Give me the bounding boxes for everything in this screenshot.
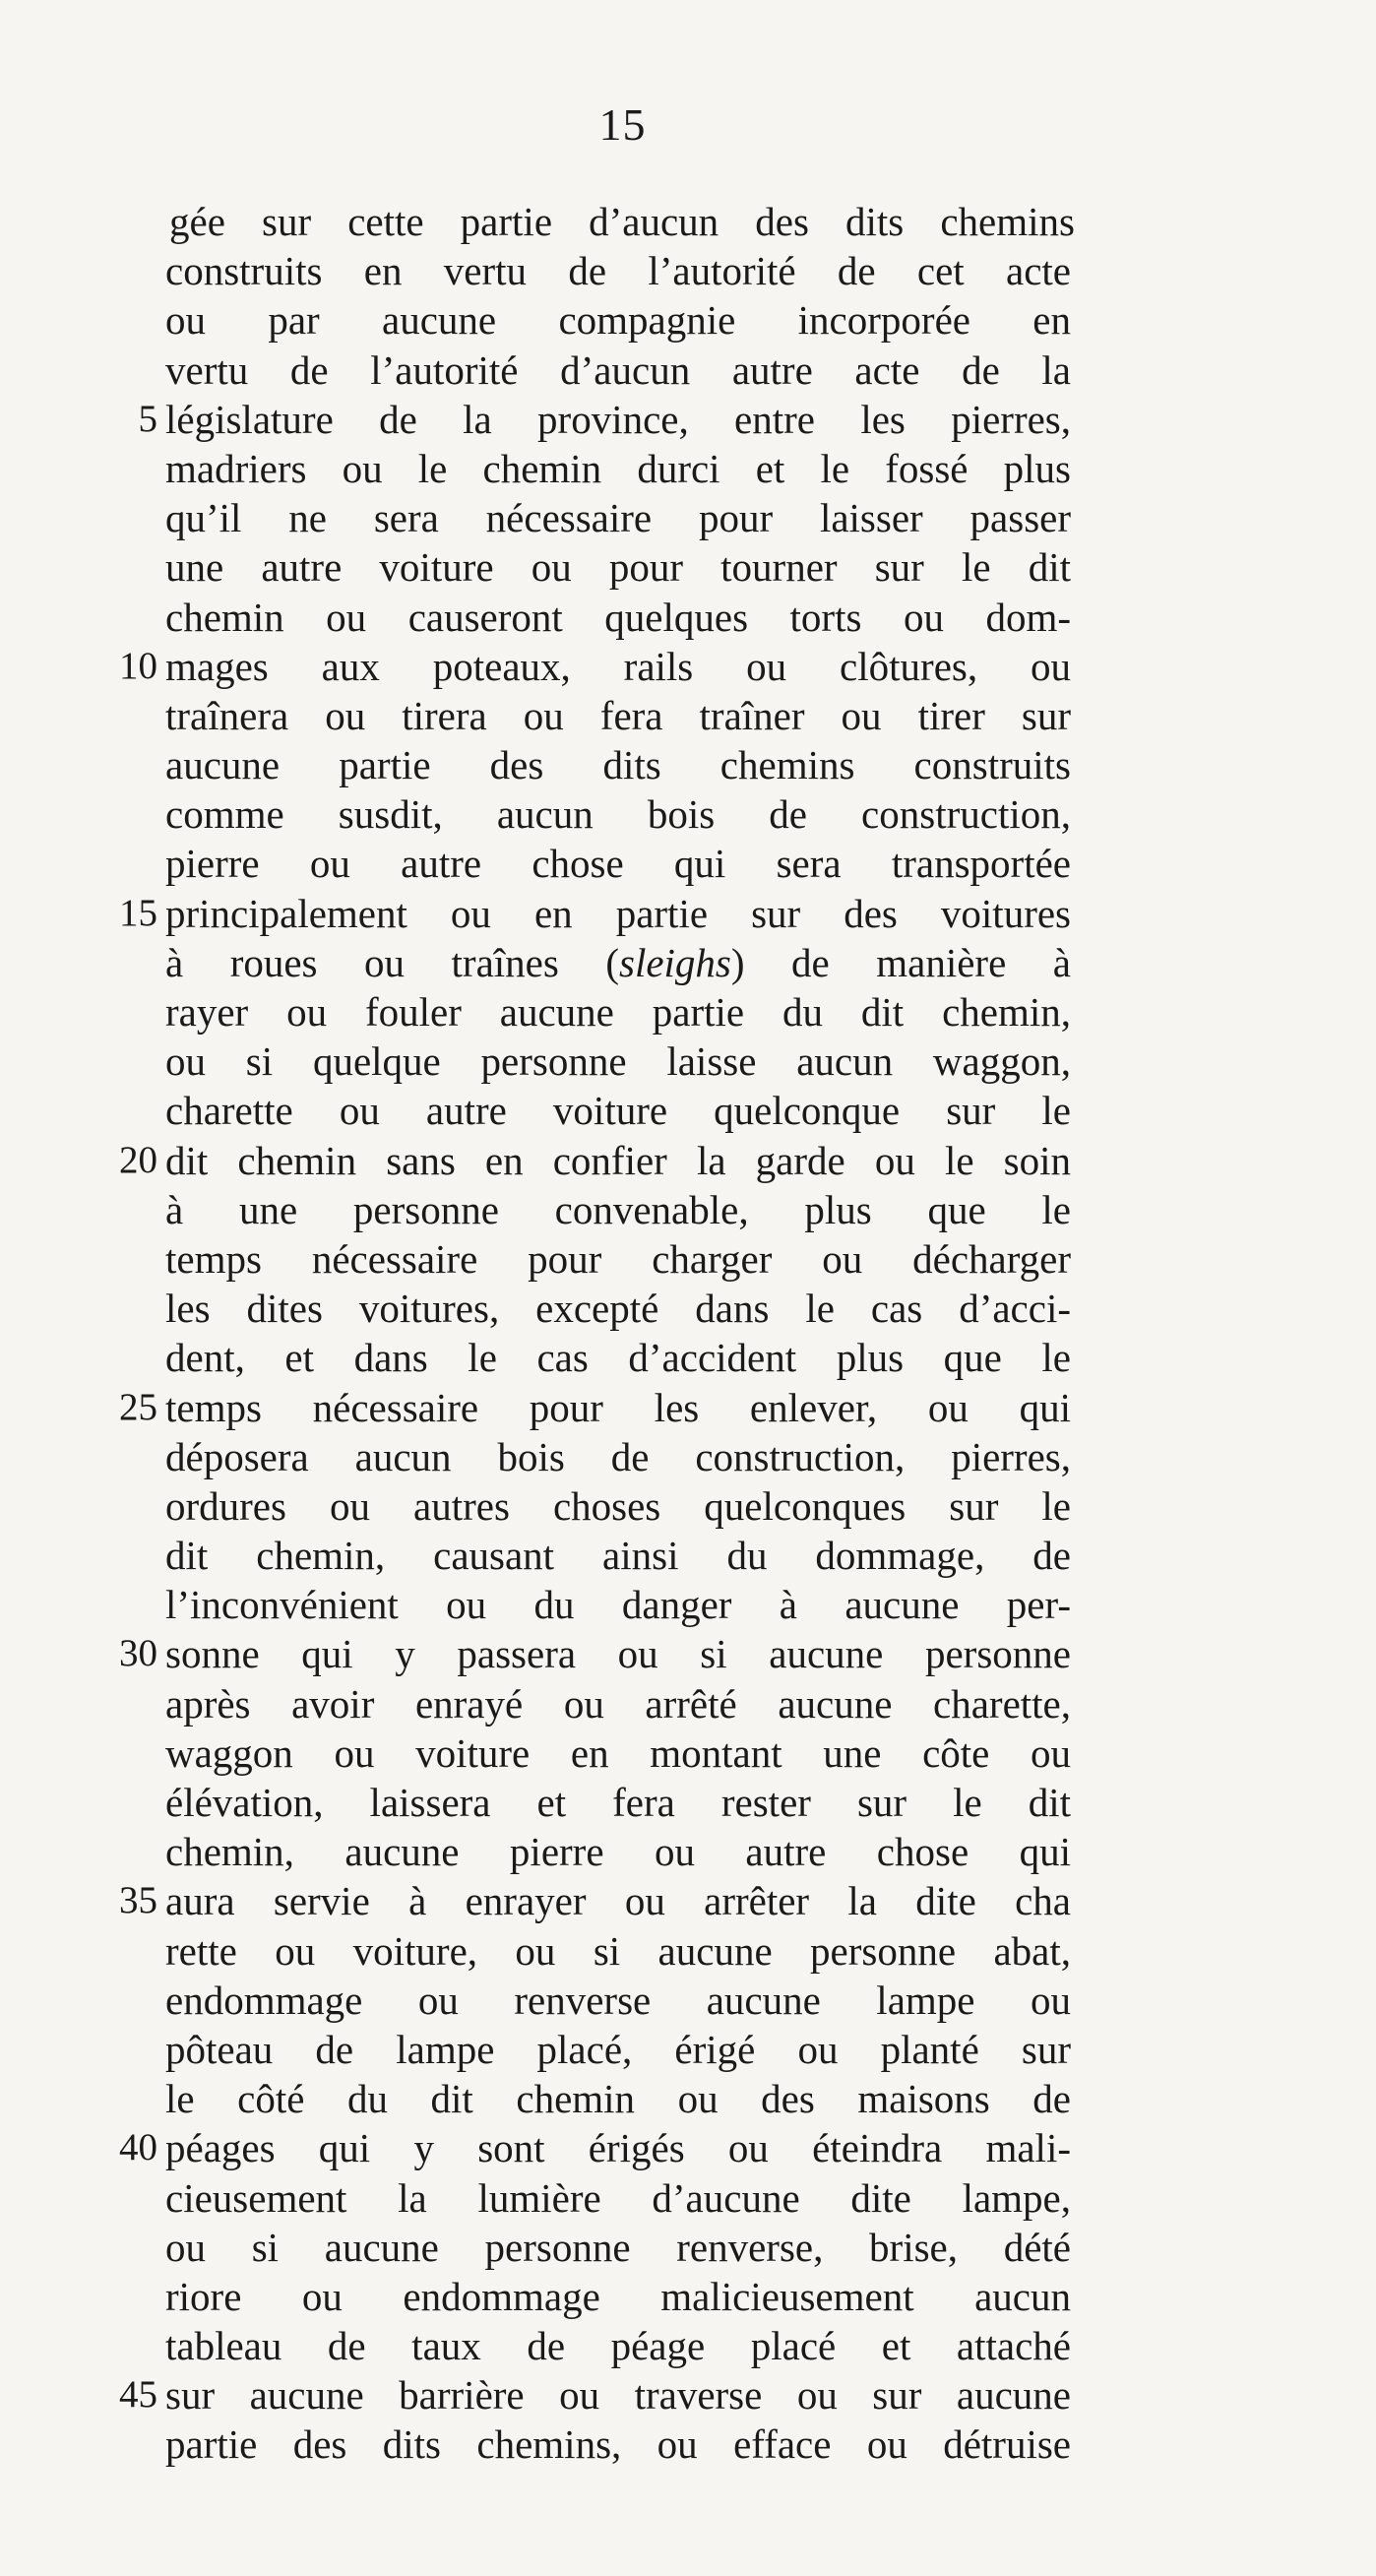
line-text: déposera aucun bois de construction, pierres, xyxy=(165,1433,1071,1479)
text-line xyxy=(0,2173,1376,2223)
line-number: 45 xyxy=(119,2373,157,2417)
line-text: partie des dits chemins, ou efface ou détruise xyxy=(165,2421,1071,2468)
line-text: rayer ou fouler aucune partie du dit chemin, xyxy=(165,989,1071,1035)
line-text: péages qui y sont érigés ou éteindra mali- xyxy=(165,2125,1071,2171)
text-line xyxy=(0,1531,1376,1580)
line-text: ou si quelque personne laisse aucun waggon, xyxy=(165,1038,1071,1085)
text-line xyxy=(0,2223,1376,2272)
italic-term: sleighs xyxy=(618,939,731,985)
text-line xyxy=(0,197,1376,246)
text-line xyxy=(0,1037,1376,1086)
line-text: cieusement la lumière d’aucune dite lampe, xyxy=(165,2174,1071,2221)
text-line xyxy=(0,1629,1376,1678)
text-line xyxy=(0,1827,1376,1876)
line-number: 30 xyxy=(119,1632,157,1675)
line-number: 5 xyxy=(138,397,157,440)
text-line xyxy=(0,2025,1376,2074)
text-line xyxy=(0,889,1376,938)
line-text: comme susdit, aucun bois de construction, xyxy=(165,791,1071,838)
line-text: waggon ou voiture en montant une côte ou xyxy=(165,1729,1071,1776)
line-text: vertu de l’autorité d’aucun autre acte de la xyxy=(165,346,1071,393)
text-line xyxy=(0,1926,1376,1976)
text-line xyxy=(0,938,1376,987)
text-line xyxy=(0,1778,1376,1827)
line-number: 20 xyxy=(119,1138,157,1181)
line-text: sonne qui y passera ou si aucune personne xyxy=(165,1631,1071,1677)
line-text: qu’il ne sera nécessaire pour laisser passer xyxy=(165,495,1071,541)
text-line xyxy=(0,1728,1376,1778)
text-line xyxy=(0,789,1376,839)
line-number: 15 xyxy=(119,891,157,934)
line-text: temps nécessaire pour les enlever, ou qui xyxy=(165,1384,1071,1430)
text-line xyxy=(0,2321,1376,2370)
line-text: ordures ou autres choses quelconques sur le xyxy=(165,1482,1071,1529)
text-line xyxy=(0,740,1376,789)
line-text: traînera ou tirera ou fera traîner ou tirer sur xyxy=(165,692,1071,738)
line-text: à roues ou traînes (sleighs) de manière à xyxy=(165,939,1071,985)
text-line xyxy=(0,493,1376,542)
text-line xyxy=(0,1580,1376,1629)
text-line xyxy=(0,295,1376,345)
line-number: 10 xyxy=(119,644,157,687)
text-line xyxy=(0,2272,1376,2321)
line-text: dent, et dans le cas d’accident plus que le xyxy=(165,1335,1071,1381)
text-line xyxy=(0,1333,1376,1382)
line-text: dit chemin sans en confier la garde ou le soin xyxy=(165,1137,1071,1183)
line-text: chemin, aucune pierre ou autre chose qui xyxy=(165,1829,1071,1875)
text-line xyxy=(0,1086,1376,1135)
text-line xyxy=(0,395,1376,444)
line-text: les dites voitures, excepté dans le cas d’acci- xyxy=(165,1286,1071,1332)
text-line xyxy=(0,642,1376,691)
text-line xyxy=(0,444,1376,493)
line-text: madriers ou le chemin durci et le fossé plus xyxy=(165,445,1071,491)
text-line xyxy=(0,2074,1376,2123)
text-line xyxy=(0,1383,1376,1432)
line-text: sur aucune barrière ou traverse ou sur aucune xyxy=(165,2372,1071,2419)
line-text: aucune partie des dits chemins construits xyxy=(165,742,1071,788)
text-line xyxy=(0,1876,1376,1925)
line-text: principalement ou en partie sur des voitures xyxy=(165,890,1071,936)
line-text: ou si aucune personne renverse, brise, dété xyxy=(165,2224,1071,2270)
line-number: 25 xyxy=(119,1385,157,1428)
line-text: riore ou endommage malicieusement aucun xyxy=(165,2273,1071,2319)
text-line xyxy=(0,1481,1376,1531)
text-line xyxy=(0,691,1376,740)
line-text: chemin ou causeront quelques torts ou dom- xyxy=(165,594,1071,640)
text-line xyxy=(0,593,1376,642)
line-text: temps nécessaire pour charger ou décharger xyxy=(165,1235,1071,1282)
line-number: 40 xyxy=(119,2126,157,2169)
line-text: une autre voiture ou pour tourner sur le dit xyxy=(165,544,1071,591)
text-line xyxy=(0,1976,1376,2025)
line-text: aura servie à enrayer ou arrêter la dite cha xyxy=(165,1878,1071,1924)
line-text: mages aux poteaux, rails ou clôtures, ou xyxy=(165,643,1071,689)
text-line xyxy=(0,2419,1376,2469)
line-number: 35 xyxy=(119,1879,157,1922)
page-number: 15 xyxy=(598,99,647,150)
text-line xyxy=(0,2123,1376,2172)
line-text: pôteau de lampe placé, érigé ou planté sur xyxy=(165,2026,1071,2072)
text-line xyxy=(0,542,1376,592)
line-text: le côté du dit chemin ou des maisons de xyxy=(165,2076,1071,2122)
line-text: ou par aucune compagnie incorporée en xyxy=(165,297,1071,344)
line-text: gée sur cette partie d’aucun des dits chemins xyxy=(169,199,1075,244)
text-line xyxy=(0,2370,1376,2419)
text-line xyxy=(0,1679,1376,1728)
line-text: législature de la province, entre les pierres, xyxy=(165,396,1071,442)
text-line xyxy=(0,246,1376,295)
text-line xyxy=(0,1136,1376,1185)
line-text: pierre ou autre chose qui sera transportée xyxy=(165,841,1071,887)
text-line xyxy=(0,1284,1376,1333)
page-text xyxy=(0,197,1376,2470)
line-text: endommage ou renverse aucune lampe ou xyxy=(165,1977,1071,2023)
line-text: élévation, laissera et fera rester sur le dit xyxy=(165,1780,1071,1825)
text-line xyxy=(0,1432,1376,1481)
text-line xyxy=(0,346,1376,395)
line-text: dit chemin, causant ainsi du dommage, de xyxy=(165,1533,1071,1579)
text-line xyxy=(0,1185,1376,1234)
line-text: après avoir enrayé ou arrêté aucune charette, xyxy=(165,1680,1071,1727)
line-text: charette ou autre voiture quelconque sur le xyxy=(165,1088,1071,1134)
line-text: tableau de taux de péage placé et attaché xyxy=(165,2323,1071,2369)
line-text: l’inconvénient ou du danger à aucune per- xyxy=(165,1582,1071,1628)
text-line xyxy=(0,1234,1376,1284)
text-line xyxy=(0,839,1376,888)
text-line xyxy=(0,987,1376,1037)
line-text: rette ou voiture, ou si aucune personne abat, xyxy=(165,1927,1071,1974)
line-text: construits en vertu de l’autorité de cet acte xyxy=(165,248,1071,294)
line-text: à une personne convenable, plus que le xyxy=(165,1186,1071,1232)
